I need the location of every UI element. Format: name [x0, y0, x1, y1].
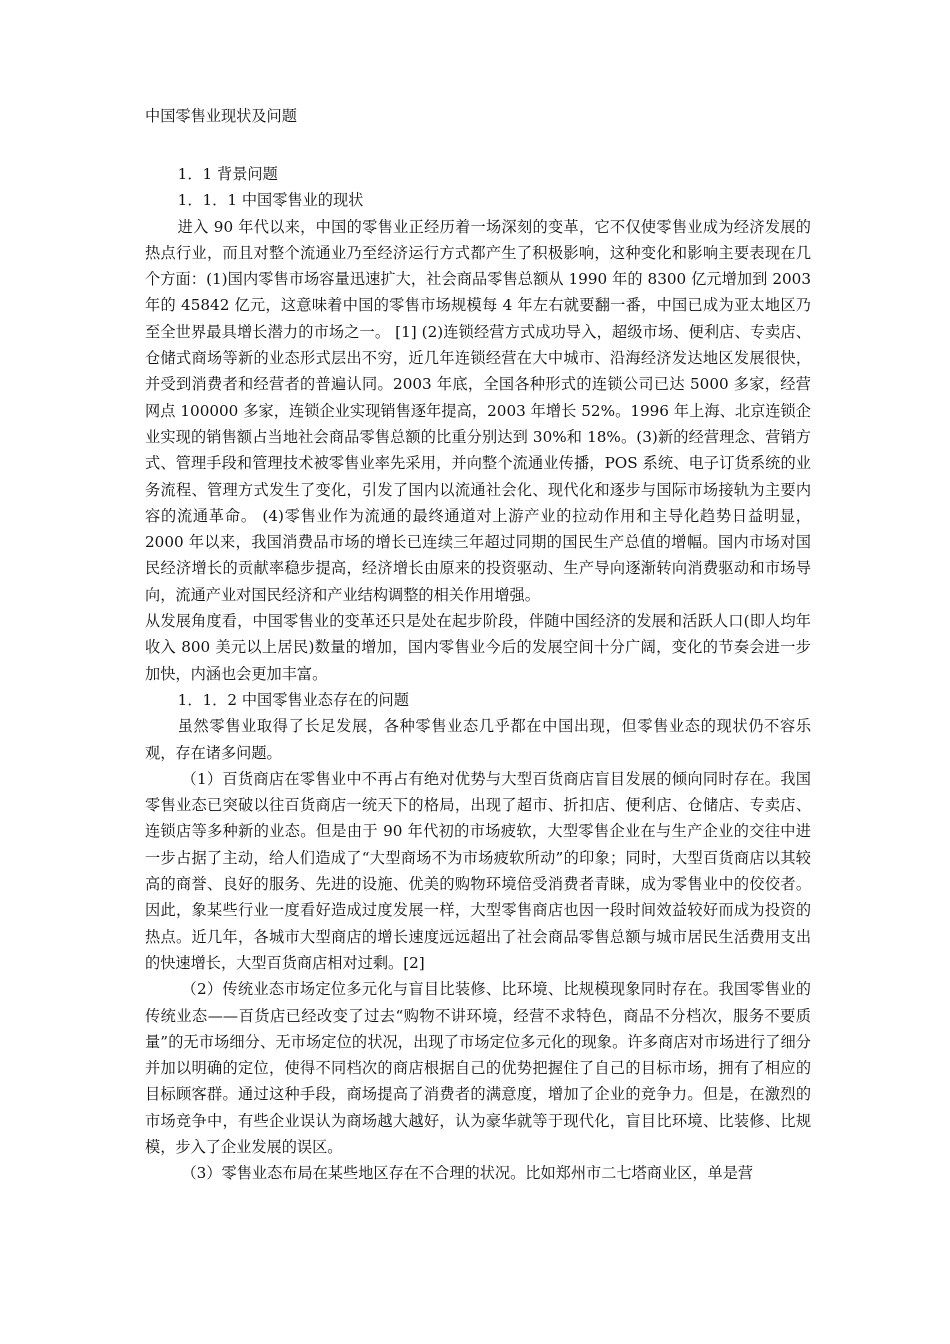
spacer: [145, 128, 811, 161]
document-page: [145, 104, 811, 1187]
paragraph-problems-intro: 虽然零售业取得了长足发展，各种零售业态几乎都在中国出现，但零售业态的现状仍不容乐观，存在诸多问题。: [145, 717, 811, 762]
paragraph-problem-3: （3）零售业态布局在某些地区存在不合理的状况。比如郑州市二七塔商业区，单是营: [181, 1164, 754, 1183]
paragraph-problem-2: （2）传统业态市场定位多元化与盲目比装修、比环境、比规模现象同时存在。我国零售业的传统业态——百货店已经改变了过去“购物不讲环境，经营不求特色，商品不分档次，服务不要质量”的无市场细分、无市场定位的状况，出现了市场定位多元化的现象。许多商店对市场进行了细分并加以明确的定位，使得不同档次的商店根据自己的优势把握住了自己的目标市场，拥有了相应的目标顾客群。通过这种手段，商场提高了消费者的满意度，增加了企业的竞争力。但是，在激烈的市场竞争中，有些企业误认为商场越大越好，认为豪华就等于现代化，盲目比环境、比装修、比规模，步入了企业发展的误区。: [145, 980, 811, 1156]
document-title: 中国零售业现状及问题: [145, 107, 297, 125]
paragraph-development-outlook: 从发展角度看，中国零售业的变革还只是处在起步阶段，伴随中国经济的发展和活跃人口(即人均年收入 800 美元以上居民)数量的增加，国内零售业今后的发展空间十分广阔，变化的节奏会进一步加快，内涵也会更加丰富。: [145, 612, 811, 683]
paragraph-retail-status: 进入 90 年代以来，中国的零售业正经历着一场深刻的变革，它不仅使零售业成为经济发展的热点行业，而且对整个流通业乃至经济运行方式都产生了积极影响，这种变化和影响主要表现在几个方面：(1)国内零售市场容量迅速扩大，社会商品零售总额从 1990 年的 8300 亿元增加到 2003 年的 45842 亿元，这意味着中国的零售市场规模每 4 年左右就要翻一番，中国已成为亚太地区乃至全世界最具增长潜力的市场之一。 [1] (2)连锁经营方式成功导入，超级市场、便利店、专卖店、仓储式商场等新的业态形式层出不穷，近几年连锁经营在大中城市、沿海经济发达地区发展很快，并受到消费者和经营者的普遍认同。2003 年底，全国各种形式的连锁公司已达 5000 多家，经营网点 100000 多家，连锁企业实现销售逐年提高，2003 年增长 52%。1996 年上海、北京连锁企业实现的销售额占当地社会商品零售总额的比重分别达到 30%和 18%。(3)新的经营理念、营销方式、管理手段和管理技术被零售业率先采用，并向整个流通业传播，POS 系统、电子订货系统的业务流程、管理方式发生了变化，引发了国内以流通社会化、现代化和逐步与国际市场接轨为主要内容的流通革命。 (4)零售业作为流通的最终通道对上游产业的拉动作用和主导化趋势日益明显，2000 年以来，我国消费品市场的增长已连续三年超过同期的国民生产总值的增幅。国内市场对国民经济增长的贡献率稳步提高，经济增长由原来的投资驱动、生产导向逐渐转向消费驱动和市场导向，流通产业对国民经济和产业结构调整的相关作用增强。: [145, 217, 811, 604]
section-heading-1-1-2: 1．1．2 中国零售业态存在的问题: [177, 690, 409, 709]
section-heading-1-1: 1．1 背景问题: [177, 165, 278, 183]
paragraph-problem-1: （1）百货商店在零售业中不再占有绝对优势与大型百货商店盲目发展的倾向同时存在。我国零售业态已突破以往百货商店一统天下的格局，出现了超市、折扣店、便利店、仓储店、专卖店、连锁店等多种新的业态。但是由于 90 年代初的市场疲软，大型零售企业在与生产企业的交往中进一步占据了主动，给人们造成了“大型商场不为市场疲软所动”的印象；同时，大型百货商店以其较高的商誉、良好的服务、先进的设施、优美的购物环境倍受消费者青睐，成为零售业中的佼佼者。因此，象某些行业一度看好造成过度发展一样，大型零售商店也因一段时间效益较好而成为投资的热点。近几年，各城市大型商店的增长速度远远超出了社会商品零售总额与城市居民生活费用支出的快速增长，大型百货商店相对过剩。[2]: [145, 769, 811, 972]
section-heading-1-1-1: 1．1．1 中国零售业的现状: [177, 191, 364, 210]
